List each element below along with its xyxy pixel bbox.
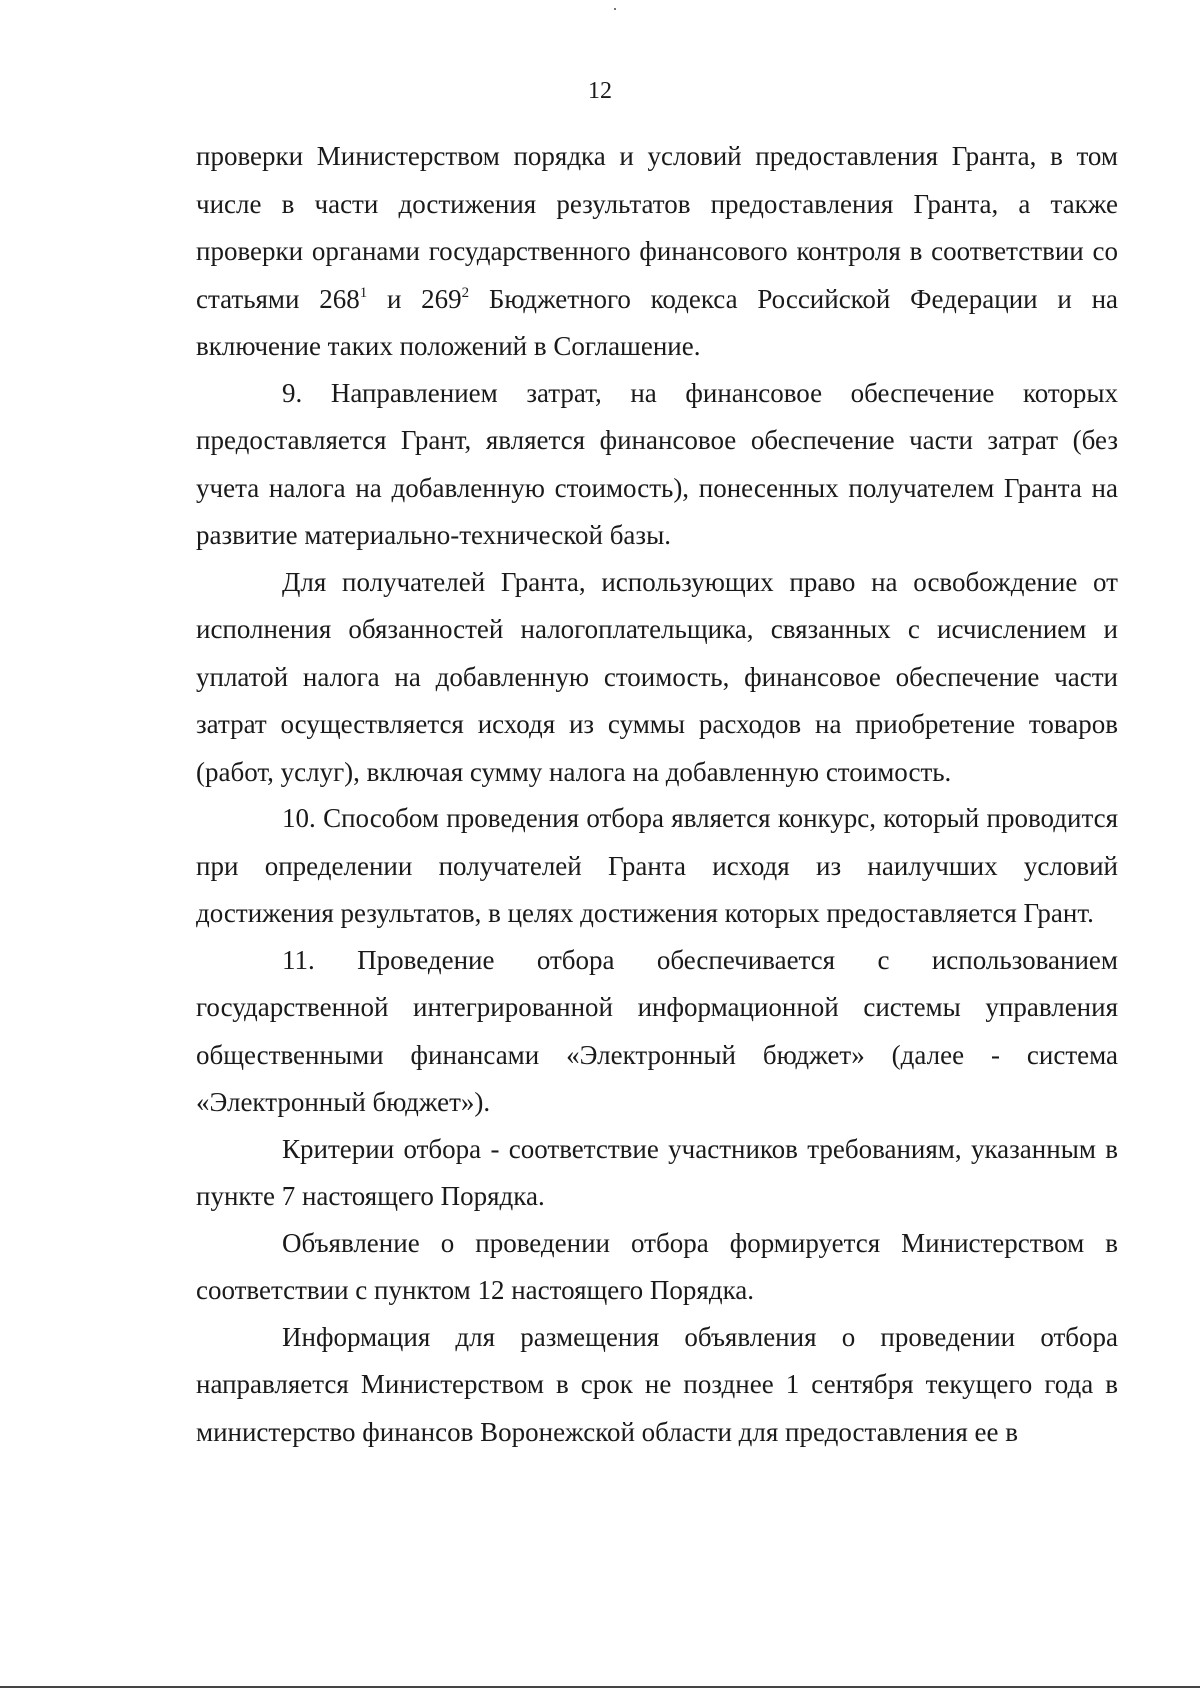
paragraph bbox=[196, 133, 1118, 371]
paragraph bbox=[196, 370, 1118, 560]
text-segment: Объявление о проведении отбора формируется Министерством в соответствии с пунктом 12 настоящего Порядка. bbox=[196, 1227, 1118, 1305]
text-segment: 11. Проведение отбора обеспечивается с использованием государственной интегрированной информационной системы управления общественными финансами «Электронный бюджет» (далее - система «Электронный бюджет»). bbox=[196, 944, 1118, 1117]
paragraph bbox=[196, 1220, 1118, 1315]
text-segment: проверки Министерством порядка и условий предоставления Гранта, в том числе в части достижения результатов предоставления Гранта, а также проверки органами государственного финансового контроля в соответствии со статьями 268 bbox=[196, 141, 1118, 314]
scan-mark bbox=[614, 8, 616, 10]
paragraph bbox=[196, 1126, 1118, 1221]
page-number: 12 bbox=[588, 78, 612, 104]
superscript: 1 bbox=[359, 284, 368, 301]
body-text bbox=[196, 133, 1118, 1456]
paragraph bbox=[196, 795, 1118, 938]
text-segment: Критерии отбора - соответствие участников требованиям, указанным в пункте 7 настоящего Порядка. bbox=[196, 1133, 1118, 1211]
text-segment: Для получателей Гранта, использующих право на освобождение от исполнения обязанностей налогоплательщика, связанных с исчислением и уплатой налога на добавленную стоимость, финансовое обеспечение части затрат осуществляется исходя из суммы расходов на приобретение товаров (работ, услуг), включая сумму налога на добавленную стоимость. bbox=[196, 566, 1118, 787]
text-segment: 10. Способом проведения отбора является конкурс, который проводится при определении получателей Гранта исходя из наилучших условий достижения результатов, в целях достижения которых предоставляется Грант. bbox=[196, 803, 1118, 928]
text-segment: Информация для размещения объявления о проведении отбора направляется Министерством в срок не позднее 1 сентября текущего года в министерство финансов Воронежской области для предоставления ее в bbox=[196, 1321, 1118, 1447]
text-segment: и 269 bbox=[367, 283, 462, 314]
superscript: 2 bbox=[461, 284, 470, 301]
paragraph bbox=[196, 1314, 1118, 1457]
bottom-border-line bbox=[0, 1686, 1200, 1688]
paragraph bbox=[196, 559, 1118, 797]
text-segment: 9. Направлением затрат, на финансовое обеспечение которых предоставляется Грант, является финансовое обеспечение части затрат (без учета налога на добавленную стоимость), понесенных получателем Гранта на развитие материально-технической базы. bbox=[196, 377, 1118, 550]
text-segment: Бюджетного кодекса Российской Федерации и на включение таких положений в Соглашение. bbox=[196, 283, 1119, 361]
paragraph bbox=[196, 937, 1118, 1127]
